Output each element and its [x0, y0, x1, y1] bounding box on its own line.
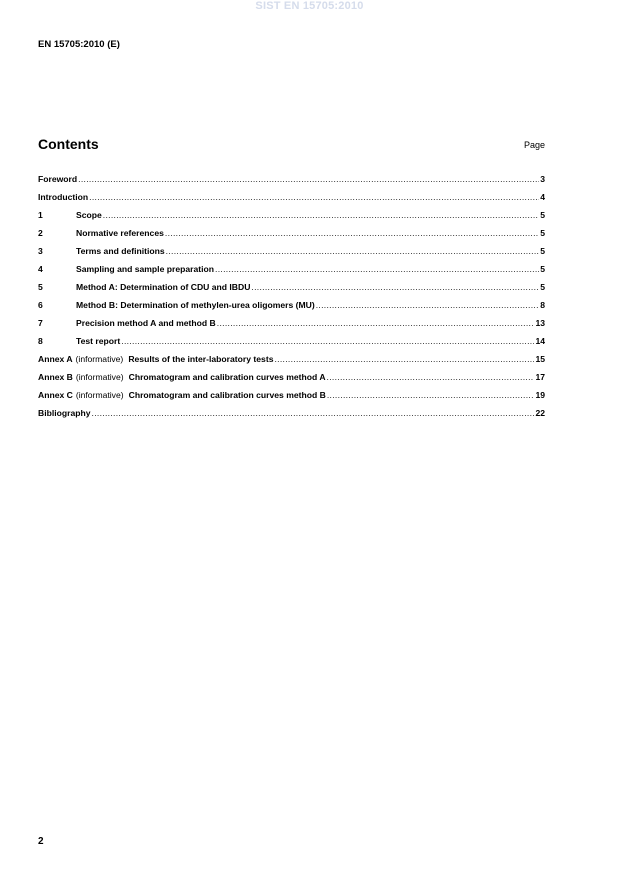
- toc-entry-page: 4: [540, 192, 545, 202]
- dot-leader: [217, 318, 535, 328]
- toc-entry-clause[interactable]: [38, 264, 545, 282]
- toc-entry-title: Chromatogram and calibration curves method B: [128, 390, 326, 400]
- dot-leader: [215, 264, 539, 274]
- dot-leader: [274, 354, 534, 364]
- dot-leader: [165, 228, 539, 238]
- toc-entry-title: Method B: Determination of methylen-urea oligomers (MU): [76, 300, 315, 310]
- toc-entry-title: Normative references: [76, 228, 164, 238]
- table-of-contents: [38, 174, 545, 426]
- toc-entry-page: 13: [535, 318, 545, 328]
- toc-entry-page: 14: [535, 336, 545, 346]
- dot-leader: [92, 408, 535, 418]
- page-column-label: Page: [523, 140, 545, 150]
- dot-leader: [327, 372, 535, 382]
- toc-entry-number: 2: [38, 228, 43, 238]
- toc-entry-title: Test report: [76, 336, 121, 346]
- toc-entry-title: Terms and definitions: [76, 246, 165, 256]
- toc-entry-clause[interactable]: [38, 210, 545, 228]
- toc-entry-title: Results of the inter-laboratory tests: [128, 354, 274, 364]
- toc-entry-number: 5: [38, 282, 43, 292]
- toc-entry-bibliography[interactable]: [38, 408, 545, 426]
- toc-annex-qualifier: (informative): [75, 372, 124, 382]
- dot-leader: [316, 300, 539, 310]
- toc-annex-qualifier: (informative): [75, 390, 124, 400]
- toc-entry-number: 4: [38, 264, 43, 274]
- toc-entry-page: 3: [540, 174, 545, 184]
- document-id: EN 15705:2010 (E): [38, 39, 120, 50]
- toc-annex-label: Annex C: [38, 390, 73, 400]
- toc-entry-title: Method A: Determination of CDU and IBDU: [76, 282, 251, 292]
- toc-annex-qualifier: (informative): [75, 354, 124, 364]
- toc-entry-number: 6: [38, 300, 43, 310]
- dot-leader: [103, 210, 539, 220]
- toc-entry-annex[interactable]: [38, 354, 545, 372]
- toc-entry-number: 8: [38, 336, 43, 346]
- toc-entry-title: Sampling and sample preparation: [76, 264, 215, 274]
- toc-entry-number: 1: [38, 210, 43, 220]
- toc-entry-page: 22: [535, 408, 545, 418]
- dot-leader: [327, 390, 535, 400]
- toc-entry-clause[interactable]: [38, 228, 545, 246]
- watermark: SIST EN 15705:2010: [255, 0, 364, 12]
- toc-entry-clause[interactable]: [38, 246, 545, 264]
- toc-entry-title: Bibliography: [38, 408, 91, 418]
- toc-entry-introduction[interactable]: [38, 192, 545, 210]
- page-number: 2: [38, 836, 44, 847]
- toc-entry-page: 19: [535, 390, 545, 400]
- dot-leader: [78, 174, 539, 184]
- dot-leader: [251, 282, 539, 292]
- toc-entry-page: 5: [540, 246, 545, 256]
- toc-entry-page: 5: [540, 228, 545, 238]
- toc-entry-page: 8: [540, 300, 545, 310]
- contents-heading: Contents: [38, 136, 99, 152]
- toc-entry-annex[interactable]: [38, 390, 545, 408]
- toc-entry-foreword[interactable]: [38, 174, 545, 192]
- toc-entry-page: 5: [540, 210, 545, 220]
- toc-entry-title: Foreword: [38, 174, 78, 184]
- toc-entry-page: 15: [535, 354, 545, 364]
- toc-entry-clause[interactable]: [38, 282, 545, 300]
- dot-leader: [89, 192, 539, 202]
- toc-entry-title: Scope: [76, 210, 102, 220]
- toc-entry-clause[interactable]: [38, 318, 545, 336]
- toc-entry-number: 7: [38, 318, 43, 328]
- toc-entry-page: 17: [535, 372, 545, 382]
- toc-entry-clause[interactable]: [38, 300, 545, 318]
- dot-leader: [121, 336, 534, 346]
- toc-annex-label: Annex A: [38, 354, 73, 364]
- toc-entry-clause[interactable]: [38, 336, 545, 354]
- toc-entry-page: 5: [540, 264, 545, 274]
- toc-entry-title: Introduction: [38, 192, 89, 202]
- toc-entry-number: 3: [38, 246, 43, 256]
- dot-leader: [166, 246, 540, 256]
- toc-entry-page: 5: [540, 282, 545, 292]
- toc-annex-label: Annex B: [38, 372, 73, 382]
- toc-entry-title: Precision method A and method B: [76, 318, 216, 328]
- toc-entry-title: Chromatogram and calibration curves method A: [128, 372, 326, 382]
- toc-entry-annex[interactable]: [38, 372, 545, 390]
